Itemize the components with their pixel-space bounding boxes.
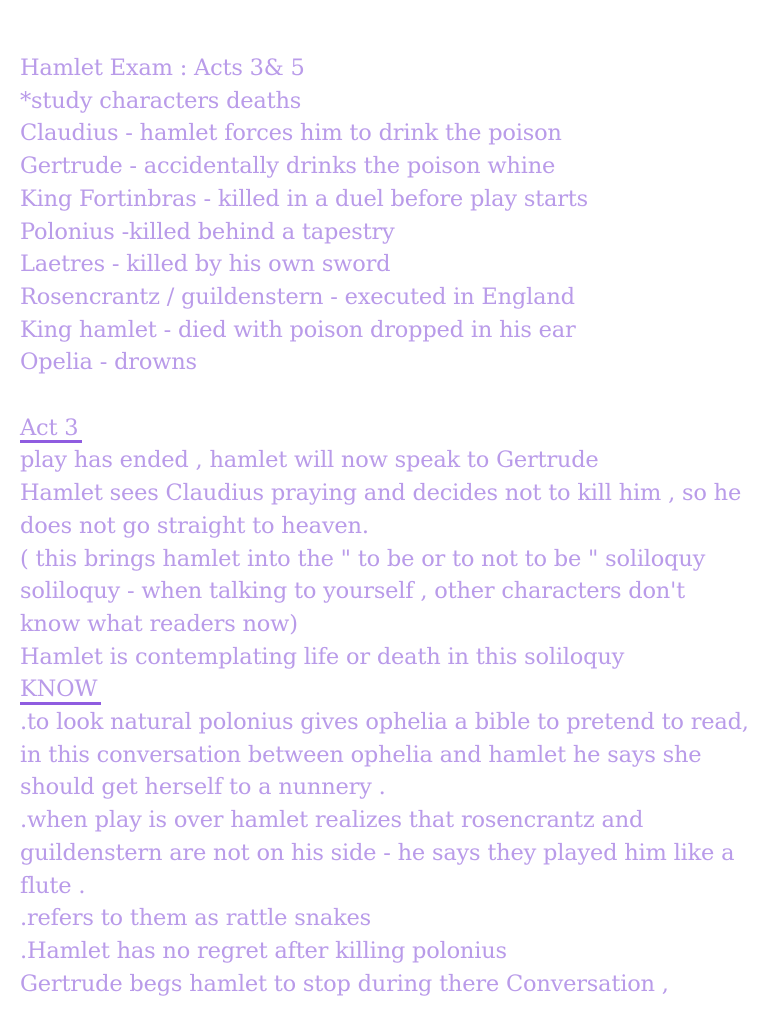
act3-line: Hamlet sees Claudius praying and decides not to kill him , so he does not go straight to heaven. bbox=[20, 480, 742, 539]
act3-heading: Act 3 bbox=[20, 412, 78, 445]
death-item: Gertrude - accidentally drinks the poison whine bbox=[20, 153, 556, 180]
death-item: Laetres - killed by his own sword bbox=[20, 251, 391, 278]
intro-line: *study characters deaths bbox=[20, 87, 302, 114]
act3-line: ( this brings hamlet into the " to be or to not to be " soliloquy bbox=[20, 545, 706, 572]
death-item: Rosencrantz / guildenstern - executed in England bbox=[20, 283, 575, 310]
death-item: King Fortinbras - killed in a duel before play starts bbox=[20, 185, 588, 212]
death-item: Claudius - hamlet forces him to drink the poison bbox=[20, 120, 562, 147]
document-title: Hamlet Exam : Acts 3& 5 bbox=[20, 55, 305, 81]
act3-line: play has ended , hamlet will now speak to Gertrude bbox=[20, 447, 599, 474]
death-item: Opelia - drowns bbox=[20, 349, 197, 376]
blank-line bbox=[20, 379, 750, 412]
death-item: King hamlet - died with poison dropped in his ear bbox=[20, 316, 576, 343]
act3-line: Hamlet is contemplating life or death in this soliloquy bbox=[20, 643, 625, 670]
death-item: Polonius -killed behind a tapestry bbox=[20, 218, 395, 245]
know-line: .when play is over hamlet realizes that rosencrantz and guildenstern are not on his side - he says they played him like a flute . bbox=[20, 807, 735, 899]
know-line: .to look natural polonius gives ophelia a bible to pretend to read, in this conversation between ophelia and hamlet he says she should get herself to a nunnery . bbox=[20, 709, 749, 801]
know-heading: KNOW bbox=[20, 673, 97, 706]
know-line: .refers to them as rattle snakes bbox=[20, 905, 371, 932]
know-line: .Hamlet has no regret after killing polonius bbox=[20, 937, 507, 964]
notes-page bbox=[20, 52, 750, 1000]
act3-section bbox=[20, 412, 750, 674]
know-line: Gertrude begs hamlet to stop during there Conversation , bbox=[20, 970, 669, 997]
know-section bbox=[20, 673, 750, 1000]
deaths-list bbox=[20, 117, 750, 379]
act3-line: soliloquy - when talking to yourself , other characters don't know what readers now) bbox=[20, 578, 685, 637]
